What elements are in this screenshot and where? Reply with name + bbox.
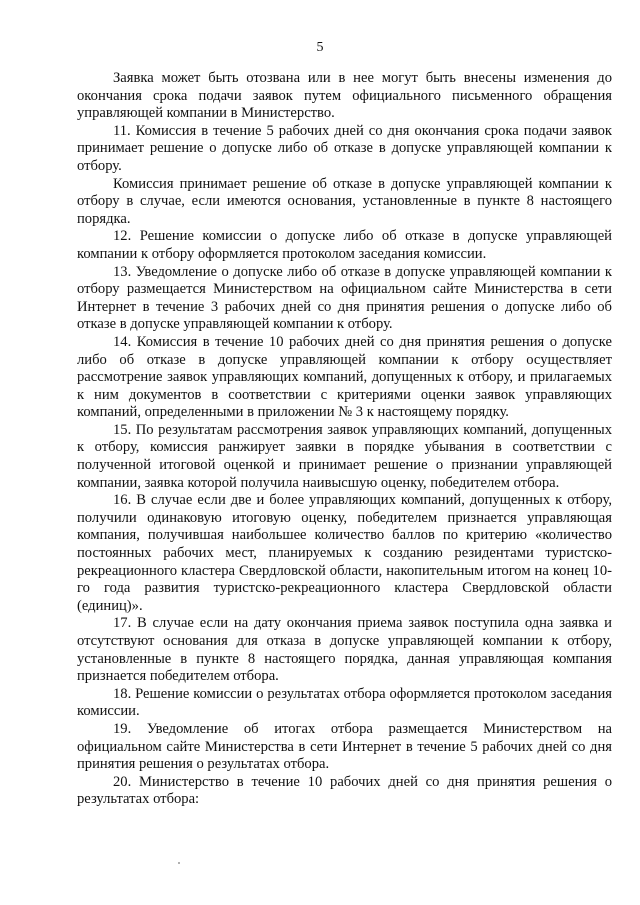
paragraph-12: 12. Решение комиссии о допуске либо об отказе в допуске управляющей компании к отбору оформляется протоколом заседания комиссии. <box>77 228 612 262</box>
paragraph-16: 16. В случае если две и более управляющих компаний, допущенных к отбору, получили одинаковую итоговую оценку, победителем признается управляющая компания, получившая наибольшее количество баллов по критерию «количество постоянных рабочих мест, планируемых к созданию резидентами туристско-рекреационного кластера Свердловской области, накопительным итогом на конец 10-го года развития туристско-рекреационного кластера Свердловской области (единиц)». <box>77 492 612 614</box>
paragraph-17: 17. В случае если на дату окончания приема заявок поступила одна заявка и отсутствуют основания для отказа в допуске управляющей компании к отбору, установленные в пункте 8 настоящего порядка, данная управляющая компания признается победителем отбора. <box>77 615 612 685</box>
paragraph-13: 13. Уведомление о допуске либо об отказе в допуске управляющей компании к отбору размещается Министерством на официальном сайте Министерства в сети Интернет в течение 3 рабочих дней со дня принятия решения о допуске либо об отказе в допуске управляющей компании к отбору. <box>77 263 612 333</box>
paragraph-11-refusal: Комиссия принимает решение об отказе в допуске управляющей компании к отбору в случае, если имеются основания, установленные в пункте 8 настоящего порядка. <box>77 175 612 227</box>
paragraph-19: 19. Уведомление об итогах отбора размещается Министерством на официальном сайте Министерства в сети Интернет в течение 5 рабочих дней со дня принятия решения о результатах отбора. <box>77 720 612 773</box>
paragraph-withdrawal: Заявка может быть отозвана или в нее могут быть внесены изменения до окончания срока подачи заявок путем официального письменного обращения управляющей компании в Министерство. <box>77 70 612 122</box>
scan-speck <box>178 862 180 864</box>
paragraph-20: 20. Министерство в течение 10 рабочих дней со дня принятия решения о результатах отбора: <box>77 773 612 808</box>
page-number: 5 <box>316 40 324 55</box>
paragraph-18: 18. Решение комиссии о результатах отбора оформляется протоколом заседания комиссии. <box>77 685 612 720</box>
document-body <box>77 70 612 809</box>
paragraph-11: 11. Комиссия в течение 5 рабочих дней со дня окончания срока подачи заявок принимает решение о допуске либо об отказе в допуске управляющей компании к отбору. <box>77 122 612 174</box>
paragraph-15: 15. По результатам рассмотрения заявок управляющих компаний, допущенных к отбору, комиссия ранжирует заявки в порядке убывания в соответствии с полученной итоговой оценкой и принимает решение о признании управляющей компании, заявка которой получила наивысшую оценку, победителем отбора. <box>77 421 612 491</box>
paragraph-14: 14. Комиссия в течение 10 рабочих дней со дня принятия решения о допуске либо об отказе в допуске управляющей компании к отбору осуществляет рассмотрение заявок управляющих компаний, допущенных к отбору, и прилагаемых к ним документов в соответствии с критериями оценки заявок управляющих компаний, определенными в приложении № 3 к настоящему порядку. <box>77 333 612 421</box>
